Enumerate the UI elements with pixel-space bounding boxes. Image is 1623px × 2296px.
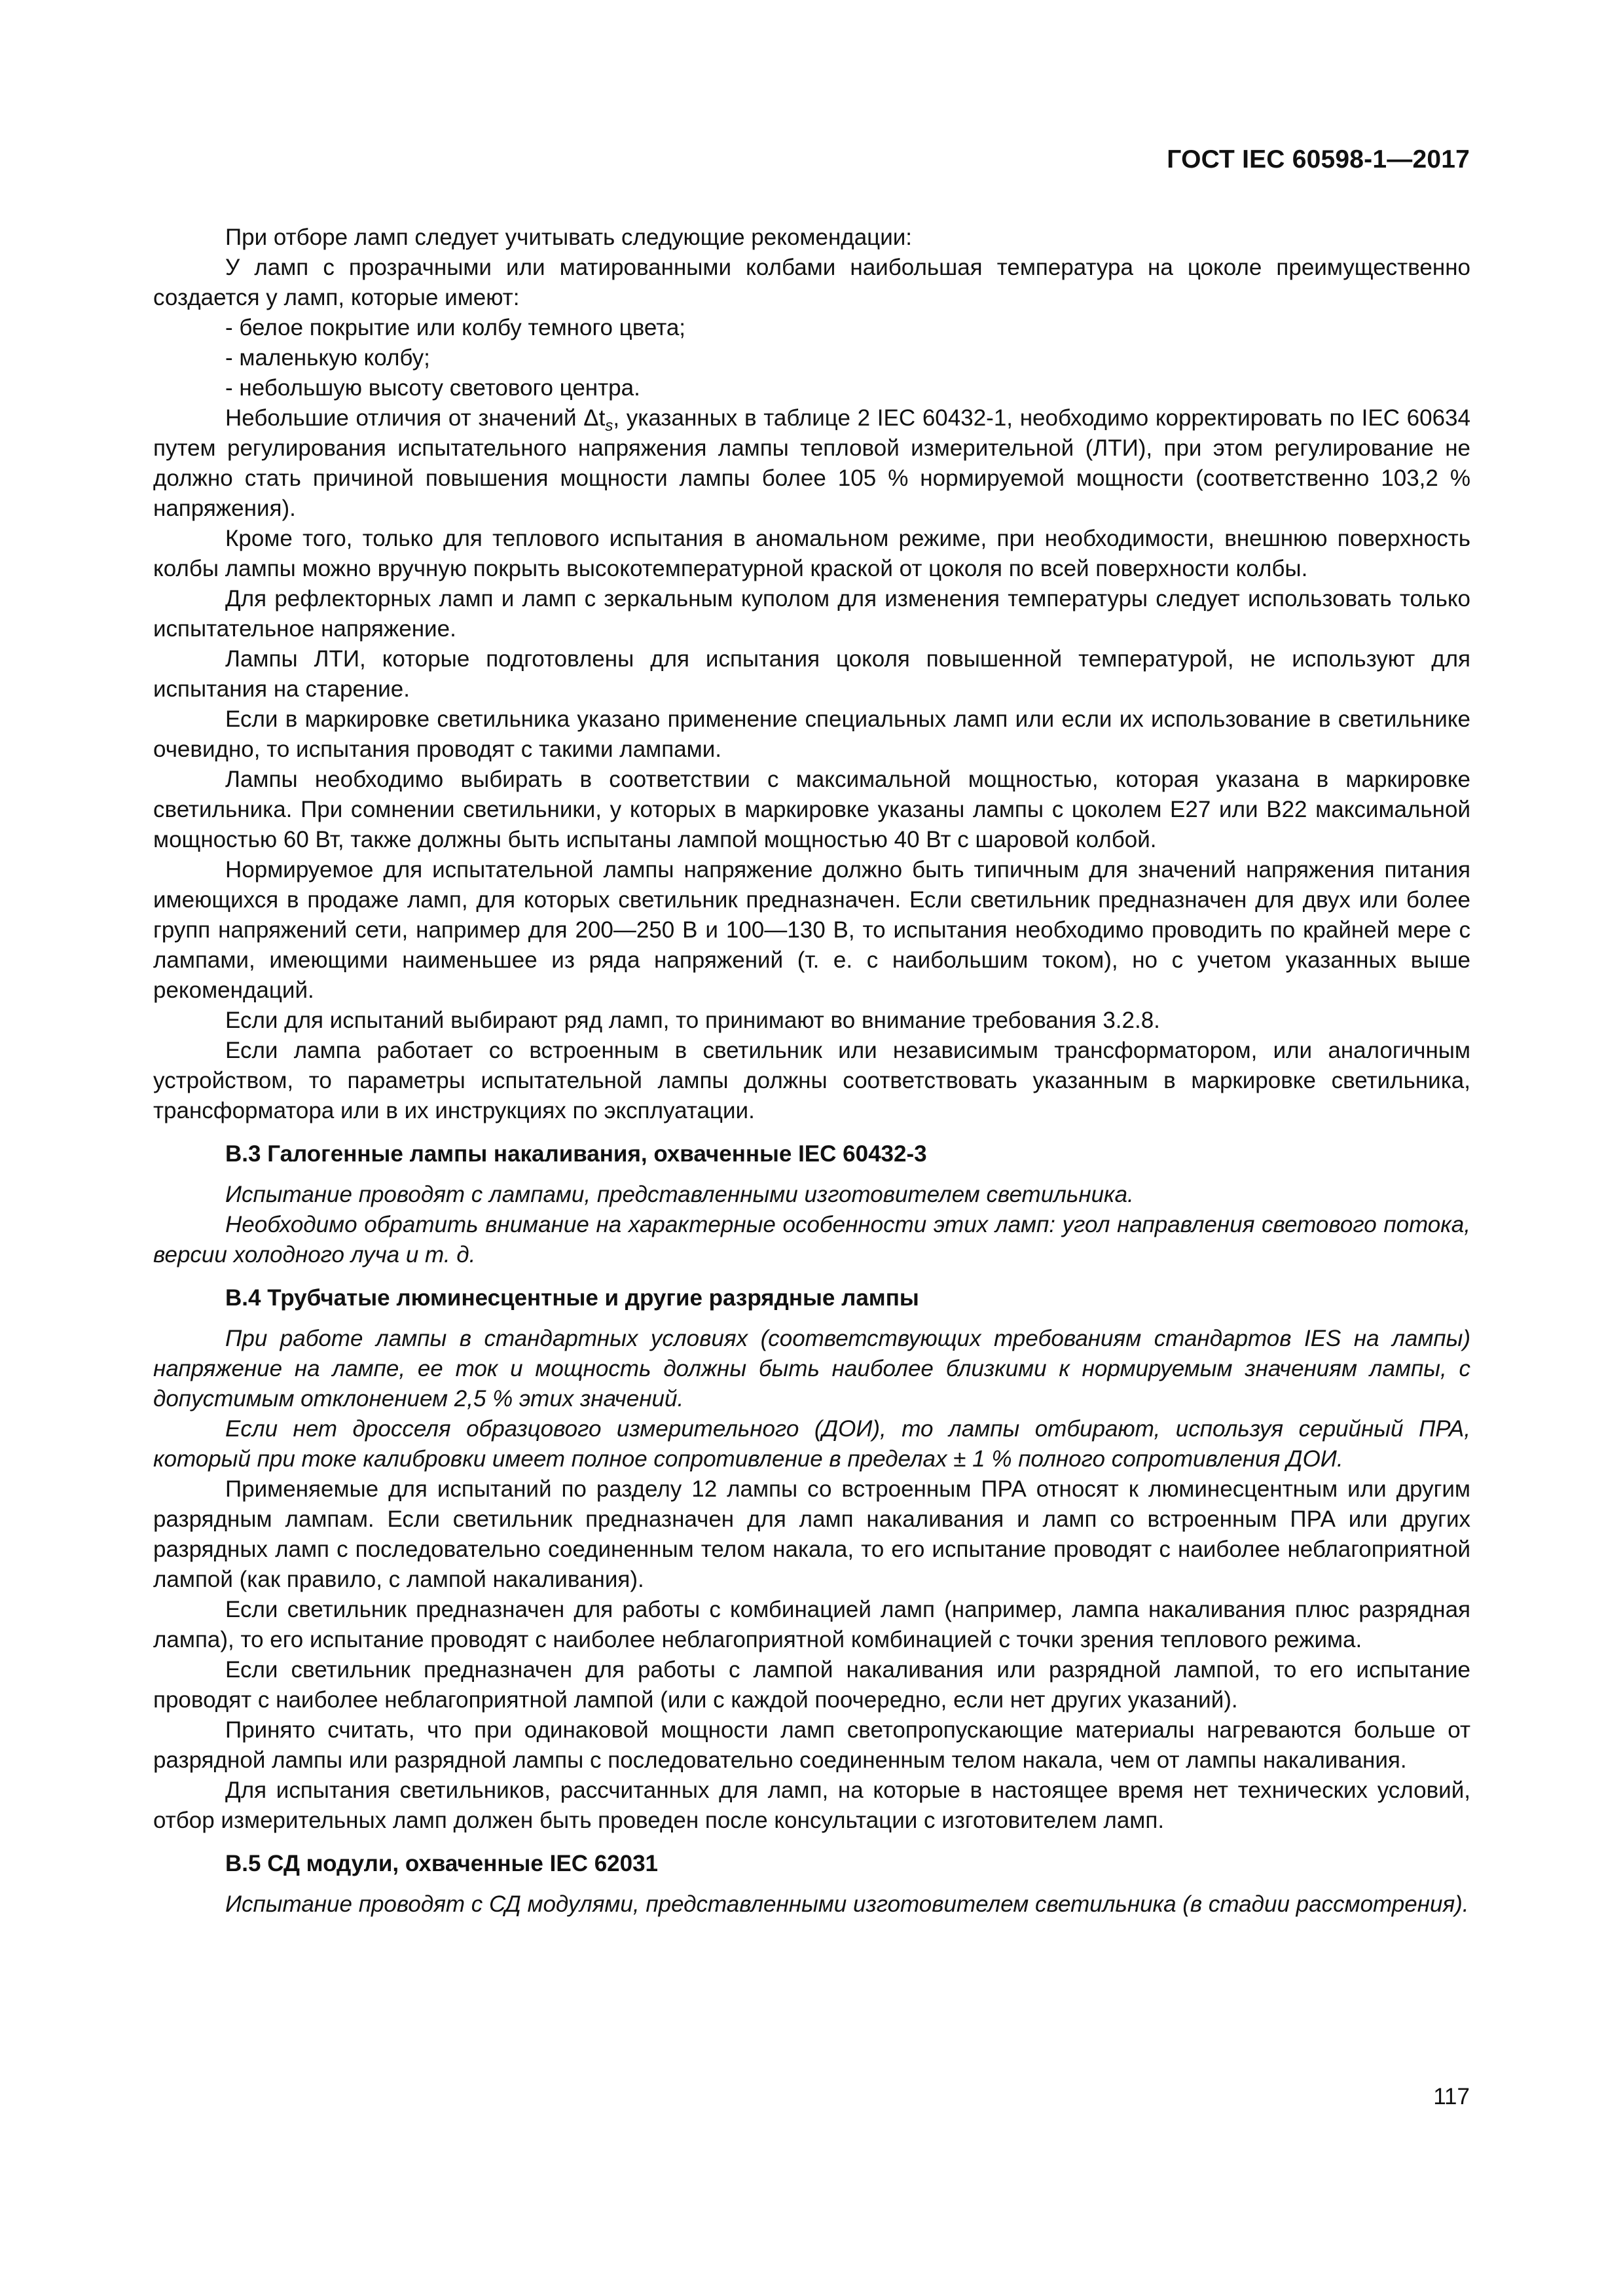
section-heading-b5: В.5 СД модули, охваченные IEC 62031 — [225, 1851, 659, 1876]
paragraph: Если светильник предназначен для работы с лампой накаливания или разрядной лампой, то его испытание проводят с наиболее неблагоприятной лампой (или с каждой поочередно, если нет других указаний). — [153, 1657, 1470, 1713]
delta-subscript: s — [605, 417, 613, 435]
paragraph: Лампы необходимо выбирать в соответствии с максимальной мощностью, которая указана в маркировке светильника. При сомнении светильники, у которых в маркировке указаны лампы с цоколем Е27 или В22 максимальной мощностью 60 Вт, также должны быть испытаны лампой мощностью 40 Вт с шаровой колбой. — [153, 767, 1470, 852]
paragraph: Принято считать, что при одинаковой мощности ламп светопропускающие материалы нагреваются больше от разрядной лампы или разрядной лампы с последовательно соединенным телом накала, чем от лампы накаливания. — [153, 1717, 1470, 1773]
paragraph: Если для испытаний выбирают ряд ламп, то принимают во внимание требования 3.2.8. — [225, 1008, 1160, 1033]
section-heading-b3: В.3 Галогенные лампы накаливания, охваченные IEC 60432-3 — [225, 1141, 927, 1167]
paragraph: Лампы ЛТИ, которые подготовлены для испытания цоколя повышенной температурой, не используют для испытания на старение. — [153, 646, 1470, 702]
delta-text-after: , указанных в таблице 2 IEC 60432-1, необходимо корректировать по IEC 60634 путем регулирования испытательного напряжения лампы тепловой измерительной (ЛТИ), при этом регулирование не должно стать причиной повышения мощности лампы более 105 % нормируемой мощности (соответственно 103,2 % напряжения). — [153, 405, 1470, 521]
delta-text-before: Небольшие отличия от значений Δt — [225, 405, 606, 431]
paragraph: У ламп с прозрачными или матированными колбами наибольшая температура на цоколе преимущественно создается у ламп, которые имеют: — [153, 255, 1470, 310]
list-item: - белое покрытие или колбу темного цвета; — [225, 315, 686, 340]
paragraph: Кроме того, только для теплового испытания в аномальном режиме, при необходимости, внешнюю поверхность колбы лампы можно вручную покрыть высокотемпературной краской от цоколя по всей поверхности колбы. — [153, 526, 1470, 581]
paragraph: При отборе ламп следует учитывать следующие рекомендации: — [225, 225, 913, 250]
paragraph: Если светильник предназначен для работы с комбинацией ламп (например, лампа накаливания плюс разрядная лампа), то его испытание проводят с наиболее неблагоприятной комбинацией с точки зрения теплового режима. — [153, 1597, 1470, 1652]
paragraph: Если нет дросселя образцового измерительного (ДОИ), то лампы отбирают, используя серийный ПРА, который при токе калибровки имеет полное сопротивление в пределах ± 1 % полного сопротивления ДОИ. — [153, 1416, 1470, 1472]
page-number: 117 — [1433, 2084, 1470, 2109]
section-heading-b4: В.4 Трубчатые люминесцентные и другие разрядные лампы — [225, 1285, 919, 1311]
paragraph: При работе лампы в стандартных условиях (соответствующих требованиям стандартов IES на лампы) напряжение на лампе, ее ток и мощность должны быть наиболее близкими к нормируемым значениям лампы, с допустимым отклонением 2,5 % этих значений. — [153, 1326, 1470, 1412]
paragraph: Нормируемое для испытательной лампы напряжение должно быть типичным для значений напряжения питания имеющихся в продаже ламп, для которых светильник предназначен. Если светильник предназначен для двух или более групп напряжений сети, например для 200—250 В и 100—130 В, то испытания необходимо проводить по крайней мере с лампами, имеющими наименьшее из ряда напряжений (т. е. с наибольшим током), но с учетом указанных выше рекомендаций. — [153, 857, 1470, 1003]
paragraph: Испытание проводят с лампами, представленными изготовителем светильника. — [225, 1182, 1134, 1207]
paragraph: Если лампа работает со встроенным в светильник или независимым трансформатором, или аналогичным устройством, то параметры испытательной лампы должны соответствовать указанным в маркировке светильника, трансформатора или в их инструкциях по эксплуатации. — [153, 1038, 1470, 1123]
delta-paragraph — [153, 403, 1470, 524]
standard-header: ГОСТ IEC 60598-1—2017 — [1167, 145, 1470, 173]
list-item: - небольшую высоту светового центра. — [225, 375, 640, 401]
paragraph: Для испытания светильников, рассчитанных для ламп, на которые в настоящее время нет технических условий, отбор измерительных ламп должен быть проведен после консультации с изготовителем ламп. — [153, 1777, 1470, 1833]
body-text — [153, 223, 1470, 1920]
paragraph: Испытание проводят с СД модулями, представленными изготовителем светильника (в стадии рассмотрения). — [225, 1891, 1469, 1917]
paragraph: Если в маркировке светильника указано применение специальных ламп или если их использование в светильнике очевидно, то испытания проводят с такими лампами. — [153, 706, 1470, 762]
paragraph: Для рефлекторных ламп и ламп с зеркальным куполом для изменения температуры следует использовать только испытательное напряжение. — [153, 586, 1470, 642]
list-item: - маленькую колбу; — [225, 345, 430, 371]
paragraph: Применяемые для испытаний по разделу 12 лампы со встроенным ПРА относят к люминесцентным или другим разрядным лампам. Если светильник предназначен для ламп накаливания и ламп со встроенным ПРА или других разрядных ламп с последовательно соединенным телом накала, то его испытание проводят с наиболее неблагоприятной лампой (как правило, с лампой накаливания). — [153, 1476, 1470, 1592]
paragraph: Необходимо обратить внимание на характерные особенности этих ламп: угол направления светового потока, версии холодного луча и т. д. — [153, 1212, 1470, 1267]
